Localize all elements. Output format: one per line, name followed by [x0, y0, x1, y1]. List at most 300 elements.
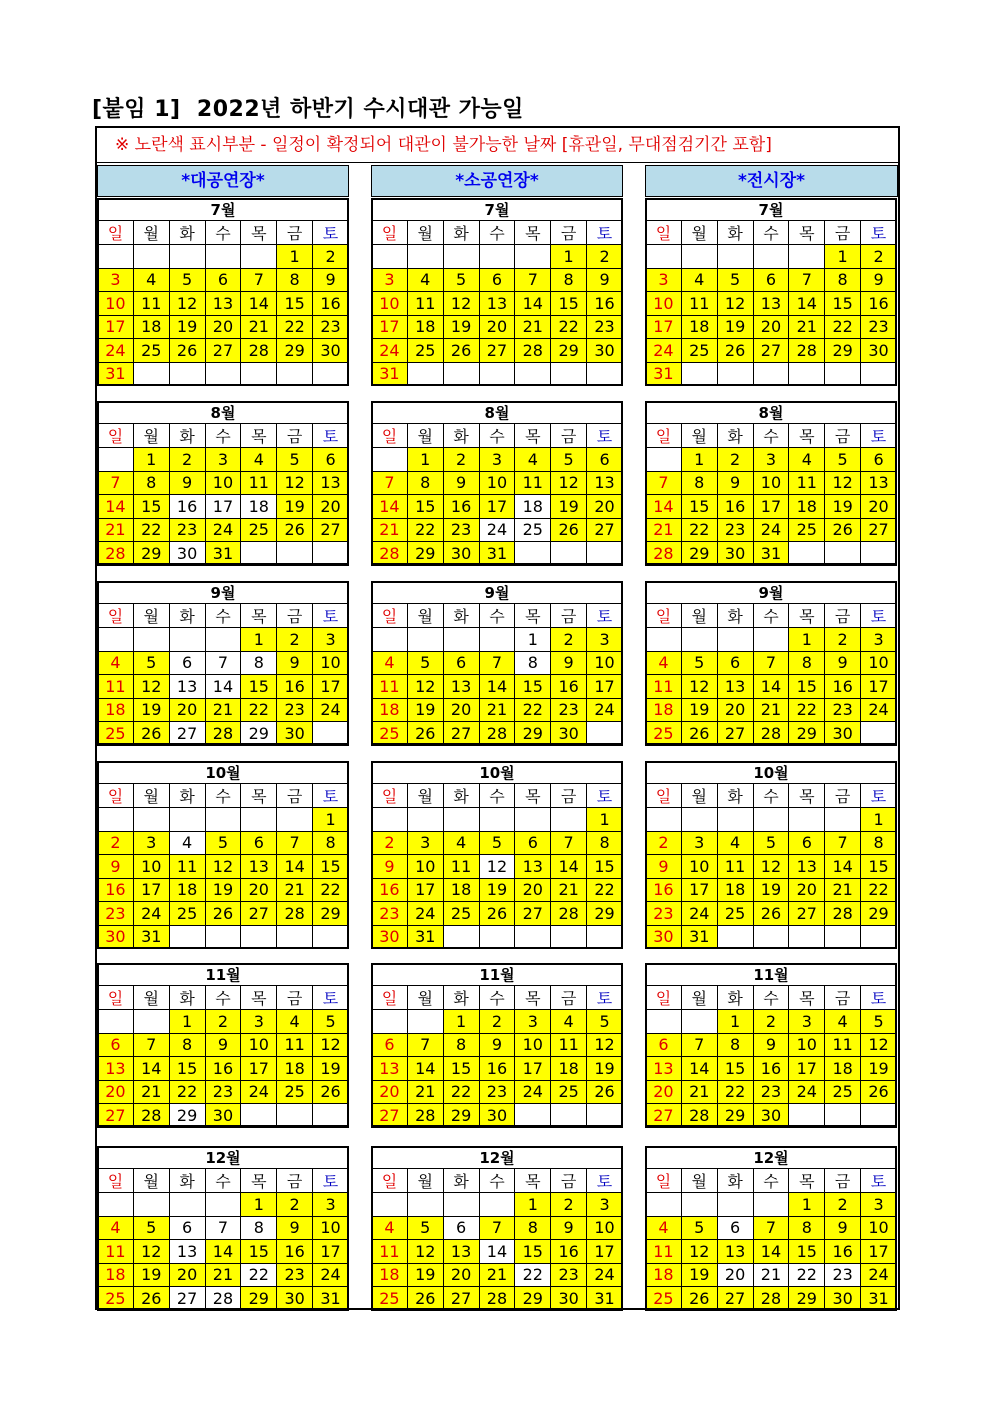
- week-row: [98, 339, 349, 363]
- month-block: [645, 963, 897, 1126]
- date-cell: 26: [133, 722, 169, 746]
- weekday-label: 수: [479, 986, 515, 1010]
- date-cell: 1: [825, 245, 861, 269]
- date-cell: 28: [407, 1104, 443, 1128]
- date-cell: 1: [277, 245, 313, 269]
- date-cell: 28: [551, 902, 587, 926]
- date-cell: 23: [551, 698, 587, 722]
- date-cell: 19: [133, 698, 169, 722]
- date-cell: 20: [515, 878, 551, 902]
- date-cell: 30: [646, 925, 682, 949]
- month-calendar-table: [371, 423, 623, 566]
- weekday-label: 월: [681, 784, 717, 808]
- date-cell: 31: [646, 362, 682, 386]
- date-cell: 9: [587, 268, 623, 292]
- week-row: [646, 698, 897, 722]
- date-cell: 30: [313, 339, 349, 363]
- date-cell: 4: [241, 448, 277, 472]
- month-title: 9월: [371, 581, 623, 603]
- date-cell: 31: [133, 925, 169, 949]
- week-row: [646, 1010, 897, 1034]
- date-cell: 4: [646, 1216, 682, 1240]
- date-cell: 28: [753, 1287, 789, 1311]
- weekday-label: 화: [443, 784, 479, 808]
- date-cell: 10: [646, 292, 682, 316]
- weekday-label: 금: [551, 986, 587, 1010]
- date-cell: 13: [646, 1057, 682, 1081]
- weekday-label: 목: [789, 784, 825, 808]
- weekday-label: 금: [277, 604, 313, 628]
- date-cell: 14: [98, 495, 134, 519]
- weekday-label: 토: [861, 604, 897, 628]
- month-block: [645, 761, 897, 948]
- empty-cell: [98, 808, 134, 832]
- date-cell: 8: [133, 471, 169, 495]
- weekday-label: 일: [646, 424, 682, 448]
- date-cell: 21: [515, 315, 551, 339]
- week-row: [372, 628, 623, 652]
- weekday-label: 수: [205, 424, 241, 448]
- date-cell: 10: [479, 471, 515, 495]
- date-cell: 8: [277, 268, 313, 292]
- date-cell: 14: [646, 495, 682, 519]
- date-cell: 27: [98, 1104, 134, 1128]
- date-cell: 2: [169, 448, 205, 472]
- week-row: [98, 628, 349, 652]
- weekday-label: 수: [479, 604, 515, 628]
- date-cell: 12: [205, 855, 241, 879]
- date-cell: 25: [169, 902, 205, 926]
- empty-cell: [407, 1193, 443, 1217]
- date-cell: 9: [372, 855, 408, 879]
- weekday-label: 토: [313, 424, 349, 448]
- date-cell: 14: [753, 675, 789, 699]
- week-row: [98, 448, 349, 472]
- date-cell: 18: [443, 878, 479, 902]
- weekday-label: 금: [551, 784, 587, 808]
- week-row: [646, 1287, 897, 1311]
- empty-cell: [98, 628, 134, 652]
- date-cell: 11: [98, 1240, 134, 1264]
- date-cell: 14: [205, 675, 241, 699]
- date-cell: 3: [681, 831, 717, 855]
- date-cell: 13: [98, 1057, 134, 1081]
- empty-cell: [861, 1104, 897, 1128]
- date-cell: 23: [169, 518, 205, 542]
- empty-cell: [372, 628, 408, 652]
- empty-cell: [789, 1104, 825, 1128]
- date-cell: 13: [717, 675, 753, 699]
- date-cell: 6: [169, 651, 205, 675]
- week-row: [372, 855, 623, 879]
- date-cell: 11: [443, 855, 479, 879]
- weekday-label: 토: [861, 784, 897, 808]
- date-cell: 26: [169, 339, 205, 363]
- date-cell: 25: [98, 722, 134, 746]
- week-row: [98, 651, 349, 675]
- date-cell: 26: [277, 518, 313, 542]
- date-cell: 6: [753, 268, 789, 292]
- date-cell: 16: [443, 495, 479, 519]
- weekday-label: 일: [372, 221, 408, 245]
- month-title: 12월: [645, 1146, 897, 1168]
- date-cell: 29: [515, 1287, 551, 1311]
- date-cell: 18: [98, 698, 134, 722]
- date-cell: 9: [443, 471, 479, 495]
- weekday-header-row: [646, 424, 897, 448]
- weekday-label: 토: [313, 221, 349, 245]
- empty-cell: [372, 1010, 408, 1034]
- date-cell: 11: [277, 1033, 313, 1057]
- date-cell: 7: [241, 268, 277, 292]
- date-cell: 24: [587, 698, 623, 722]
- date-cell: 25: [717, 902, 753, 926]
- date-cell: 9: [825, 651, 861, 675]
- week-row: [646, 808, 897, 832]
- date-cell: 26: [681, 722, 717, 746]
- date-cell: 25: [133, 339, 169, 363]
- date-cell: 14: [681, 1057, 717, 1081]
- date-cell: 30: [443, 542, 479, 566]
- date-cell: 7: [372, 471, 408, 495]
- weekday-label: 금: [825, 986, 861, 1010]
- date-cell: 13: [313, 471, 349, 495]
- empty-cell: [407, 808, 443, 832]
- date-cell: 12: [133, 675, 169, 699]
- date-cell: 10: [681, 855, 717, 879]
- empty-cell: [825, 1104, 861, 1128]
- month-title: 10월: [97, 761, 349, 783]
- date-cell: 27: [717, 1287, 753, 1311]
- week-row: [646, 831, 897, 855]
- date-cell: 22: [551, 315, 587, 339]
- date-cell: 24: [407, 902, 443, 926]
- date-cell: 16: [717, 495, 753, 519]
- date-cell: 17: [133, 878, 169, 902]
- empty-cell: [479, 628, 515, 652]
- date-cell: 25: [551, 1080, 587, 1104]
- month-calendar-table: [645, 985, 897, 1128]
- date-cell: 29: [717, 1104, 753, 1128]
- empty-cell: [372, 808, 408, 832]
- date-cell: 17: [98, 315, 134, 339]
- date-cell: 6: [443, 651, 479, 675]
- week-row: [98, 855, 349, 879]
- date-cell: 7: [98, 471, 134, 495]
- weekday-label: 목: [789, 221, 825, 245]
- date-cell: 11: [407, 292, 443, 316]
- weekday-label: 금: [551, 1169, 587, 1193]
- date-cell: 4: [646, 651, 682, 675]
- empty-cell: [825, 925, 861, 949]
- date-cell: 17: [479, 495, 515, 519]
- weekday-header-row: [372, 784, 623, 808]
- empty-cell: [443, 245, 479, 269]
- date-cell: 18: [646, 698, 682, 722]
- week-row: [646, 1240, 897, 1264]
- empty-cell: [515, 542, 551, 566]
- date-cell: 23: [646, 902, 682, 926]
- empty-cell: [443, 1193, 479, 1217]
- date-cell: 6: [98, 1033, 134, 1057]
- date-cell: 10: [587, 651, 623, 675]
- week-row: [98, 878, 349, 902]
- date-cell: 17: [681, 878, 717, 902]
- date-cell: 11: [789, 471, 825, 495]
- week-row: [372, 1104, 623, 1128]
- weekday-header-row: [98, 221, 349, 245]
- date-cell: 1: [133, 448, 169, 472]
- date-cell: 18: [515, 495, 551, 519]
- date-cell: 21: [753, 698, 789, 722]
- empty-cell: [717, 808, 753, 832]
- date-cell: 14: [277, 855, 313, 879]
- date-cell: 19: [681, 1263, 717, 1287]
- date-cell: 6: [313, 448, 349, 472]
- date-cell: 25: [515, 518, 551, 542]
- weekday-label: 화: [443, 1169, 479, 1193]
- date-cell: 13: [515, 855, 551, 879]
- weekday-label: 월: [681, 221, 717, 245]
- date-cell: 15: [515, 675, 551, 699]
- date-cell: 22: [407, 518, 443, 542]
- date-cell: 2: [98, 831, 134, 855]
- weekday-label: 수: [205, 1169, 241, 1193]
- date-cell: 26: [479, 902, 515, 926]
- date-cell: 6: [372, 1033, 408, 1057]
- date-cell: 7: [551, 831, 587, 855]
- date-cell: 3: [407, 831, 443, 855]
- weekday-label: 월: [133, 986, 169, 1010]
- empty-cell: [551, 808, 587, 832]
- date-cell: 15: [717, 1057, 753, 1081]
- date-cell: 16: [587, 292, 623, 316]
- date-cell: 20: [372, 1080, 408, 1104]
- week-row: [646, 675, 897, 699]
- date-cell: 11: [717, 855, 753, 879]
- weekday-label: 목: [241, 424, 277, 448]
- weekday-label: 목: [789, 1169, 825, 1193]
- month-title: 7월: [645, 198, 897, 220]
- date-cell: 16: [205, 1057, 241, 1081]
- date-cell: 29: [587, 902, 623, 926]
- date-cell: 4: [372, 651, 408, 675]
- date-cell: 9: [479, 1033, 515, 1057]
- empty-cell: [407, 628, 443, 652]
- weekday-header-row: [372, 424, 623, 448]
- date-cell: 27: [646, 1104, 682, 1128]
- date-cell: 31: [753, 542, 789, 566]
- date-cell: 26: [133, 1287, 169, 1311]
- date-cell: 23: [753, 1080, 789, 1104]
- week-row: [646, 542, 897, 566]
- date-cell: 28: [133, 1104, 169, 1128]
- date-cell: 19: [825, 495, 861, 519]
- date-cell: 7: [753, 651, 789, 675]
- empty-cell: [313, 925, 349, 949]
- month-block: [97, 401, 349, 564]
- weekday-label: 화: [717, 784, 753, 808]
- week-row: [372, 268, 623, 292]
- week-row: [646, 1193, 897, 1217]
- empty-cell: [681, 808, 717, 832]
- date-cell: 5: [681, 651, 717, 675]
- date-cell: 18: [133, 315, 169, 339]
- date-cell: 16: [277, 675, 313, 699]
- date-cell: 21: [205, 698, 241, 722]
- date-cell: 3: [646, 268, 682, 292]
- date-cell: 17: [753, 495, 789, 519]
- date-cell: 19: [407, 1263, 443, 1287]
- date-cell: 7: [277, 831, 313, 855]
- week-row: [98, 1010, 349, 1034]
- week-row: [646, 878, 897, 902]
- month-calendar-table: [97, 1168, 349, 1311]
- date-cell: 24: [98, 339, 134, 363]
- date-cell: 30: [825, 1287, 861, 1311]
- weekday-label: 토: [587, 784, 623, 808]
- date-cell: 18: [407, 315, 443, 339]
- date-cell: 9: [551, 651, 587, 675]
- date-cell: 23: [313, 315, 349, 339]
- date-cell: 27: [169, 1287, 205, 1311]
- date-cell: 14: [372, 495, 408, 519]
- date-cell: 28: [681, 1104, 717, 1128]
- week-row: [372, 542, 623, 566]
- date-cell: 9: [825, 1216, 861, 1240]
- empty-cell: [443, 628, 479, 652]
- weekday-header-row: [98, 986, 349, 1010]
- empty-cell: [479, 362, 515, 386]
- date-cell: 12: [753, 855, 789, 879]
- date-cell: 17: [861, 675, 897, 699]
- weekday-label: 토: [313, 1169, 349, 1193]
- weekday-label: 토: [587, 604, 623, 628]
- date-cell: 29: [133, 542, 169, 566]
- empty-cell: [133, 1010, 169, 1034]
- weekday-header-row: [98, 604, 349, 628]
- date-cell: 18: [277, 1057, 313, 1081]
- date-cell: 2: [313, 245, 349, 269]
- date-cell: 10: [98, 292, 134, 316]
- empty-cell: [241, 1104, 277, 1128]
- weekday-label: 토: [861, 221, 897, 245]
- date-cell: 24: [479, 518, 515, 542]
- weekday-label: 월: [133, 784, 169, 808]
- week-row: [98, 471, 349, 495]
- week-row: [98, 1240, 349, 1264]
- week-row: [372, 1287, 623, 1311]
- week-row: [372, 722, 623, 746]
- date-cell: 6: [241, 831, 277, 855]
- empty-cell: [479, 245, 515, 269]
- empty-cell: [205, 362, 241, 386]
- date-cell: 19: [205, 878, 241, 902]
- page-title: [붙임 1] 2022년 하반기 수시대관 가능일: [92, 97, 524, 122]
- empty-cell: [133, 1193, 169, 1217]
- date-cell: 20: [169, 698, 205, 722]
- weekday-label: 화: [169, 1169, 205, 1193]
- date-cell: 31: [861, 1287, 897, 1311]
- week-row: [646, 722, 897, 746]
- empty-cell: [681, 1193, 717, 1217]
- weekday-label: 목: [789, 604, 825, 628]
- empty-cell: [277, 1104, 313, 1128]
- date-cell: 5: [205, 831, 241, 855]
- empty-cell: [717, 925, 753, 949]
- weekday-label: 금: [277, 1169, 313, 1193]
- month-title: 12월: [371, 1146, 623, 1168]
- month-block: [371, 963, 623, 1126]
- date-cell: 11: [551, 1033, 587, 1057]
- weekday-label: 금: [551, 604, 587, 628]
- weekday-label: 일: [98, 424, 134, 448]
- date-cell: 16: [551, 1240, 587, 1264]
- weekday-label: 월: [681, 424, 717, 448]
- empty-cell: [169, 628, 205, 652]
- weekday-label: 일: [646, 604, 682, 628]
- date-cell: 24: [861, 1263, 897, 1287]
- date-cell: 27: [443, 722, 479, 746]
- week-row: [646, 855, 897, 879]
- date-cell: 9: [98, 855, 134, 879]
- weekday-label: 월: [407, 1169, 443, 1193]
- week-row: [646, 339, 897, 363]
- date-cell: 19: [753, 878, 789, 902]
- weekday-label: 목: [241, 986, 277, 1010]
- date-cell: 1: [241, 1193, 277, 1217]
- date-cell: 30: [753, 1104, 789, 1128]
- week-row: [372, 339, 623, 363]
- date-cell: 3: [313, 1193, 349, 1217]
- empty-cell: [861, 925, 897, 949]
- empty-cell: [169, 1193, 205, 1217]
- date-cell: 8: [551, 268, 587, 292]
- empty-cell: [717, 628, 753, 652]
- date-cell: 17: [861, 1240, 897, 1264]
- week-row: [372, 1080, 623, 1104]
- date-cell: 31: [479, 542, 515, 566]
- date-cell: 5: [133, 1216, 169, 1240]
- week-row: [372, 448, 623, 472]
- date-cell: 6: [861, 448, 897, 472]
- date-cell: 13: [372, 1057, 408, 1081]
- month-calendar-table: [371, 783, 623, 949]
- week-row: [646, 245, 897, 269]
- month-block: [97, 581, 349, 744]
- weekday-label: 화: [443, 221, 479, 245]
- month-block: [371, 581, 623, 744]
- date-cell: 10: [861, 1216, 897, 1240]
- date-cell: 24: [681, 902, 717, 926]
- empty-cell: [241, 808, 277, 832]
- empty-cell: [587, 1104, 623, 1128]
- date-cell: 8: [241, 651, 277, 675]
- date-cell: 27: [479, 339, 515, 363]
- month-calendar-table: [645, 220, 897, 386]
- empty-cell: [789, 245, 825, 269]
- date-cell: 19: [681, 698, 717, 722]
- date-cell: 29: [861, 902, 897, 926]
- date-cell: 16: [861, 292, 897, 316]
- date-cell: 31: [587, 1287, 623, 1311]
- date-cell: 30: [861, 339, 897, 363]
- month-block: [371, 198, 623, 385]
- weekday-label: 월: [133, 424, 169, 448]
- date-cell: 29: [313, 902, 349, 926]
- weekday-header-row: [646, 784, 897, 808]
- weekday-header-row: [646, 986, 897, 1010]
